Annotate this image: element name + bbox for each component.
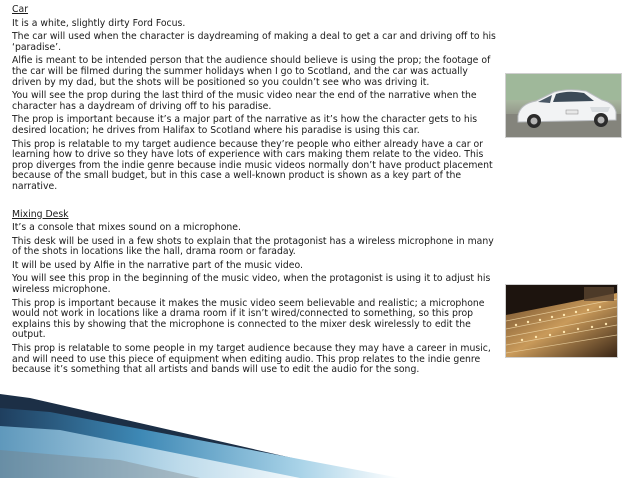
car-paragraph-6: This prop is relatable to my target audience because they’re people who either already have a car or learning how to drive so they have lots of experience with cars making them relate to the video. This prop diverges from the indie genre because indie music videos normally don’t have product placement because of the small budget, but in this case a well-known product is shown as a key part of the narrative. bbox=[12, 138, 493, 192]
document-body bbox=[12, 5, 498, 379]
car-section bbox=[12, 5, 498, 193]
section-gap bbox=[12, 196, 498, 210]
car-photo bbox=[505, 73, 622, 138]
mixing-desk-section bbox=[12, 210, 498, 376]
bottom-swoosh-decoration bbox=[0, 380, 638, 478]
desk-paragraph-1: It’s a console that mixes sound on a microphone. bbox=[12, 222, 241, 234]
car-heading: Car bbox=[12, 4, 29, 15]
desk-paragraph-3: It will be used by Alfie in the narrative part of the music video. bbox=[12, 259, 303, 271]
car-paragraph-3: Alfie is meant to be intended person that the audience should believe is using the prop; the footage of the car will be filmed during the summer holidays when I go to Scotland, and the car was actually driven by my dad, but the shots will be positioned so you couldn’t see who was driving it. bbox=[12, 55, 491, 88]
desk-paragraph-4: You will see this prop in the beginning of the music video, when the protagonist is using it to adjust his wireless microphone. bbox=[12, 273, 491, 296]
car-paragraph-2: The car will used when the character is daydreaming of making a deal to get a car and driving off to his ‘paradise’. bbox=[12, 31, 496, 53]
car-paragraph-5: The prop is important because it’s a major part of the narrative as it’s how the character gets to his desired location; he drives from Halifax to Scotland where his paradise is using this car. bbox=[12, 114, 478, 136]
mixing-desk-illustration bbox=[506, 285, 617, 357]
desk-paragraph-5: This prop is important because it makes the music video seem believable and realistic; a microphone would not work in locations like a drama room if it isn’t wired/connected to something, so this prop explains this by showing that the microphone is connected to the mixer desk wirelessly to edit the output. bbox=[12, 297, 485, 341]
mixing-desk-heading: Mixing Desk bbox=[12, 208, 69, 220]
car-paragraph-1: It is a white, slightly dirty Ford Focus. bbox=[12, 17, 186, 29]
mixing-desk-photo bbox=[505, 284, 618, 358]
car-illustration bbox=[506, 74, 621, 137]
car-paragraph-4: You will see the prop during the last third of the music video near the end of the narrative when the character has a daydream of driving off to his paradise. bbox=[12, 90, 477, 112]
desk-paragraph-2: This desk will be used in a few shots to explain that the protagonist has a wireless microphone in many of the shots in locations like the hall, drama room or faraday. bbox=[12, 235, 494, 258]
desk-paragraph-6: This prop is relatable to some people in my target audience because they may have a career in music, and will need to use this piece of equipment when editing audio. This prop relates to the indie genre because it’s something that all artists and bands will use to edit the audio for the song. bbox=[12, 343, 491, 376]
